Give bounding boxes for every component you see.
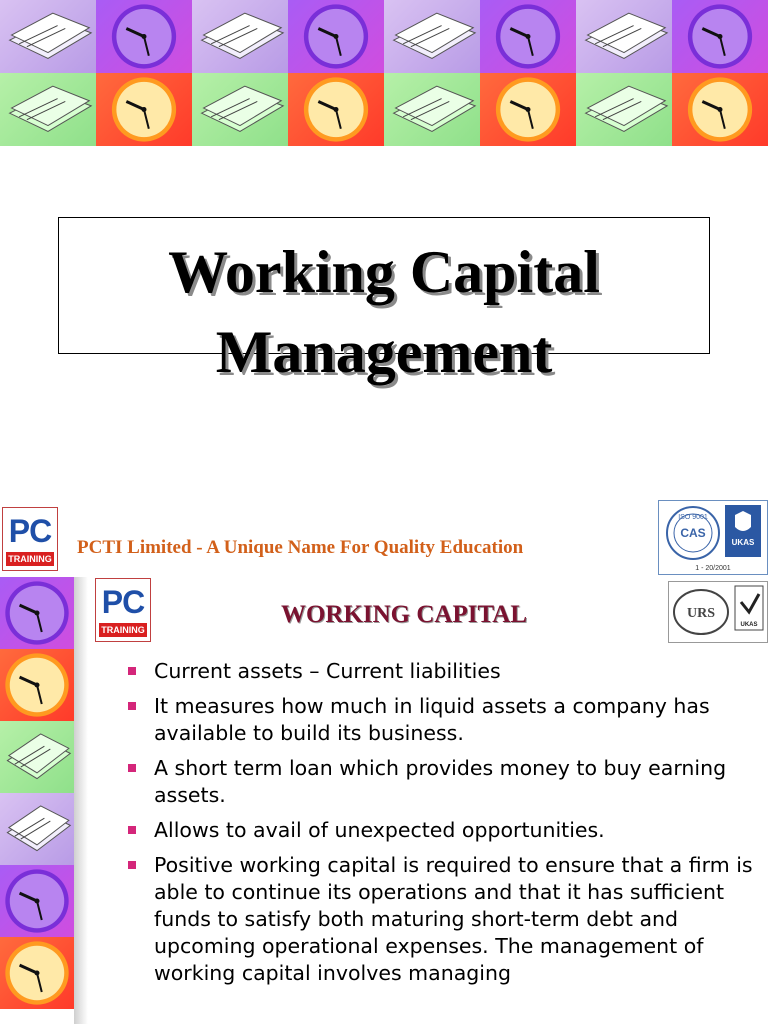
clock-icon [480, 73, 576, 146]
clock-icon [0, 649, 74, 721]
ukas-text: UKAS [731, 538, 755, 547]
presentation-title [0, 232, 768, 392]
bullet-text: It measures how much in liquid assets a company has available to build its business. [154, 694, 710, 745]
slide-heading: WORKING CAPITAL [280, 601, 528, 628]
clock-icon [96, 0, 192, 73]
clock-icon [288, 0, 384, 73]
iso-seal-icon [659, 501, 767, 574]
papers-icon [384, 73, 480, 146]
clock-icon [672, 0, 768, 73]
papers-icon [0, 793, 74, 865]
bullet-marker-icon [128, 702, 136, 710]
papers-icon [384, 0, 480, 73]
slide-logo-pc-text: PC [101, 584, 145, 620]
papers-icon [192, 0, 288, 73]
clock-icon [0, 865, 74, 937]
title-line-2: Management [215, 319, 553, 385]
urs-ukas-text: UKAS [740, 622, 758, 628]
papers-icon [0, 73, 96, 146]
bullet-text: Positive working capital is required to ensure that a firm is able to continue its operations and that it has sufficient funds to satisfy both maturing short-term debt and upcoming operational expenses. The management of working capital involves managing [154, 853, 753, 985]
clock-icon [672, 73, 768, 146]
bullet-list [126, 658, 756, 995]
strip-shadow [74, 577, 88, 1024]
list-item [126, 693, 756, 747]
decorative-banner [0, 0, 768, 146]
papers-icon [576, 0, 672, 73]
bullet-marker-icon [128, 861, 136, 869]
papers-icon [0, 0, 96, 73]
bullet-text: Current assets – Current liabilities [154, 659, 501, 683]
list-item [126, 658, 756, 685]
papers-icon [192, 73, 288, 146]
list-item [126, 817, 756, 844]
bullet-marker-icon [128, 667, 136, 675]
decorative-side-strip [0, 577, 74, 1024]
papers-icon [576, 73, 672, 146]
pc-training-logo [2, 507, 58, 571]
clock-icon [96, 73, 192, 146]
bullet-marker-icon [128, 764, 136, 772]
list-item [126, 755, 756, 809]
papers-icon [0, 721, 74, 793]
iso-number-text: 1 - 20/2001 [695, 565, 731, 572]
logo-training-text: TRAINING [6, 552, 54, 566]
list-item [126, 852, 756, 987]
urs-text: URS [686, 606, 716, 621]
logo-pc-text: PC [8, 513, 52, 549]
iso-certification-badge [658, 500, 768, 575]
bullet-text: Allows to avail of unexpected opportunities. [154, 818, 605, 842]
bullet-marker-icon [128, 826, 136, 834]
slide-logo-training-text: TRAINING [99, 623, 147, 637]
iso-text: ISO 9001 [678, 514, 708, 521]
cas-text: CAS [680, 526, 706, 540]
bullet-text: A short term loan which provides money to buy earning assets. [154, 756, 727, 807]
clock-icon [0, 937, 74, 1009]
clock-icon [480, 0, 576, 73]
title-line-1: Working Capital [168, 239, 600, 305]
clock-icon [288, 73, 384, 146]
company-tagline: PCTI Limited - A Unique Name For Quality Education [77, 537, 524, 558]
